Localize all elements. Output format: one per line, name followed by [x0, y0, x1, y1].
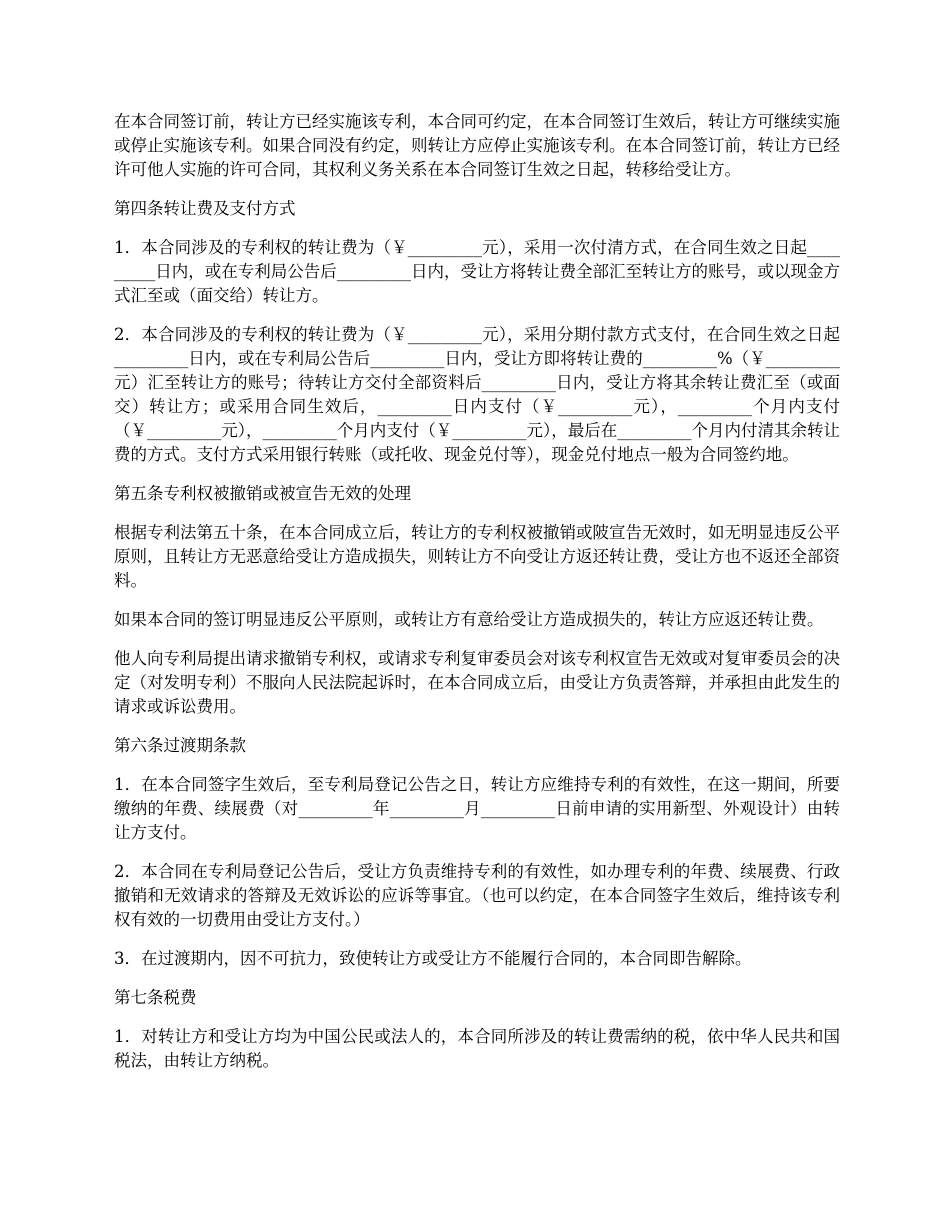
paragraph-article-5-part-1: 根据专利法第五十条，在本合同成立后，转让方的专利权被撤销或陂宣告无效时，如无明显违反公平原则，且转让方无恶意给受让方造成损失，则转让方不向受让方返还转让费，受让方也不返还全部资料。: [114, 523, 840, 590]
paragraph-article-6-clause-1: 1．在本合同签字生效后，至专利局登记公告之日，转让方应维持专利的有效性，在这一期间，所要缴纳的年费、续展费（对_________年_________月_________日前申请的实用新型、外观设计）由转让方支付。: [114, 775, 840, 842]
heading-article-5: 第五条专利权被撤销或被宣告无效的处理: [114, 484, 411, 503]
heading-article-7: 第七条税费: [114, 988, 197, 1007]
document-page: [114, 110, 840, 1088]
paragraph-article-4-clause-2: 2．本合同涉及的专利权的转让费为（￥_________元），采用分期付款方式支付，在合同生效之日起_________日内，或在专利局公告后_________日内，受让方即将转让费的_________%（￥_________元）汇至转让方的账号；待转让方交付全部资料后_________日内，受让方将其余转让费汇至（或面交）转让方；或采用合同生效后，_________日内支付（￥_________元），_________个月内支付（￥_________元），_________个月内支付（￥_________元），最后在_________个月内付清其余转让费的方式。支付方式采用银行转账（或托收、现金兑付等），现金兑付地点一般为合同签约地。: [114, 325, 840, 464]
paragraph-article-5-part-2: 如果本合同的签订明显违反公平原则，或转让方有意给受让方造成损失的，转让方应返还转让费。: [114, 610, 824, 629]
paragraph-article-6-clause-2: 2．本合同在专利局登记公告后，受让方负责维持专利的有效性，如办理专利的年费、续展费、行政撤销和无效请求的答辩及无效诉讼的应诉等事宜。（也可以约定，在本合同签字生效后，维持该专利权有效的一切费用由受让方支付。）: [114, 862, 840, 929]
paragraph-implementation-before-signing: 在本合同签订前，转让方已经实施该专利，本合同可约定，在本合同签订生效后，转让方可继续实施或停止实施该专利。如果合同没有约定，则转让方应停止实施该专利。在本合同签订前，转让方已经许可他人实施的许可合同，其权利义务关系在本合同签订生效之日起，转移给受让方。: [114, 112, 840, 179]
paragraph-article-5-part-3: 他人向专利局提出请求撤销专利权，或请求专利复审委员会对该专利权宣告无效或对复审委员会的决定（对发明专利）不服向人民法院起诉时，在本合同成立后，由受让方负责答辩，并承担由此发生的请求或诉讼费用。: [114, 649, 840, 716]
paragraph-article-6-clause-3: 3．在过渡期内，因不可抗力，致使转让方或受让方不能履行合同的，本合同即告解除。: [114, 949, 752, 968]
heading-article-4: 第四条转让费及支付方式: [114, 199, 296, 218]
heading-article-6: 第六条过渡期条款: [114, 736, 246, 755]
paragraph-article-4-clause-1: 1．本合同涉及的专利权的转让费为（￥_________元），采用一次付清方式，在合同生效之日起_________日内，或在专利局公告后_________日内，受让方将转让费全部汇至转让方的账号，或以现金方式汇至或（面交给）转让方。: [114, 238, 840, 305]
paragraph-article-7-clause-1: 1．对转让方和受让方均为中国公民或法人的，本合同所涉及的转让费需纳的税，依中华人民共和国税法，由转让方纳税。: [114, 1027, 840, 1070]
